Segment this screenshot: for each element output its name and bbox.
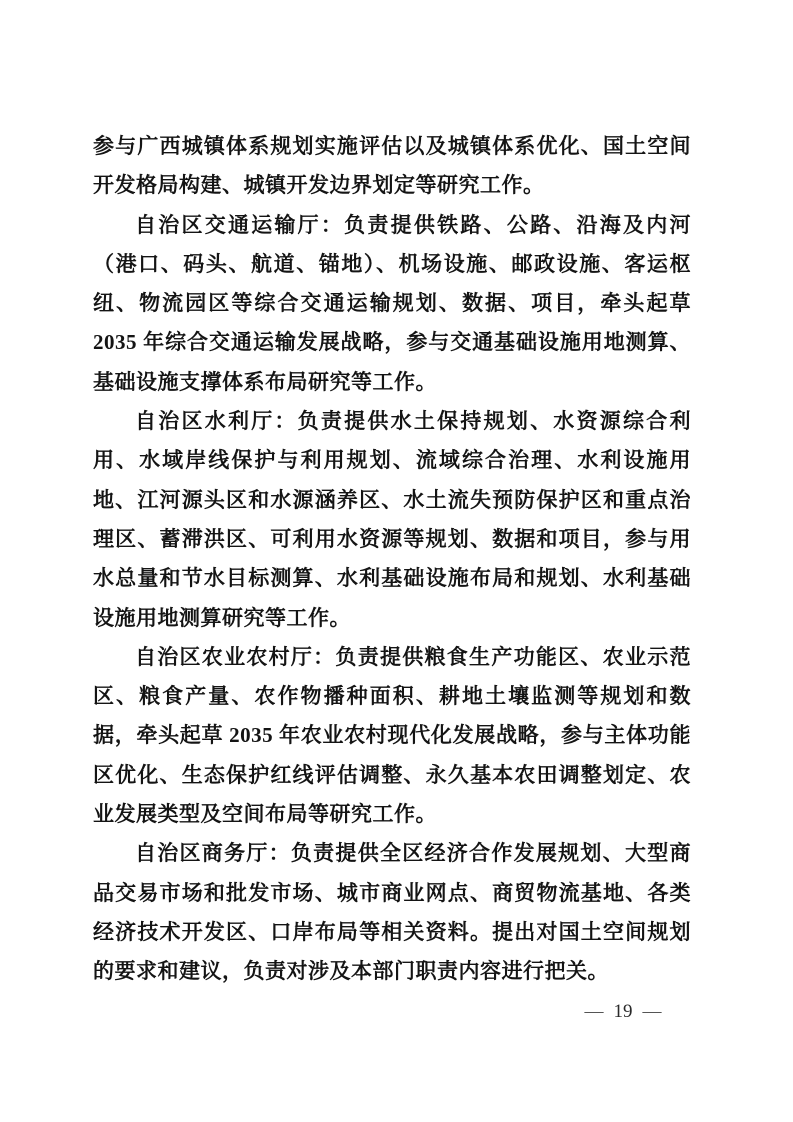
page-number: 19 — [613, 1001, 633, 1022]
body-paragraph: 自治区商务厅：负责提供全区经济合作发展规划、大型商品交易市场和批发市场、城市商业网点、商贸物流基地、各类经济技术开发区、口岸布局等相关资料。提出对国土空间规划的要求和建议，负责对涉及本部门职责内容进行把关。 — [93, 841, 691, 984]
body-paragraph: 自治区农业农村厅：负责提供粮食生产功能区、农业示范区、粮食产量、农作物播种面积、耕地土壤监测等规划和数据，牵头起草 2035 年农业农村现代化发展战略，参与主体功能区优化、生态保护红线评估调整、永久基本农田调整划定、农业发展类型及空间布局等研究工作。 — [93, 644, 691, 827]
page-footer — [575, 1001, 671, 1023]
footer-dash-right: — — [642, 1001, 662, 1022]
body-paragraph: 自治区水利厅：负责提供水土保持规划、水资源综合利用、水域岸线保护与利用规划、流域综合治理、水利设施用地、江河源头区和水源涵养区、水土流失预防保护区和重点治理区、蓄滞洪区、可利用水资源等规划、数据和项目，参与用水总量和节水目标测算、水利基础设施布局和规划、水利基础设施用地测算研究等工作。 — [93, 409, 691, 630]
body-paragraph: 自治区交通运输厅：负责提供铁路、公路、沿海及内河（港口、码头、航道、锚地）、机场设施、邮政设施、客运枢纽、物流园区等综合交通运输规划、数据、项目，牵头起草 2035 年综合交通运输发展战略，参与交通基础设施用地测算、基础设施支撑体系布局研究等工作。 — [93, 212, 691, 394]
document-body — [93, 127, 691, 992]
body-paragraph: 参与广西城镇体系规划实施评估以及城镇体系优化、国土空间开发格局构建、城镇开发边界划定等研究工作。 — [93, 134, 691, 198]
footer-dash-left: — — [584, 1001, 604, 1022]
